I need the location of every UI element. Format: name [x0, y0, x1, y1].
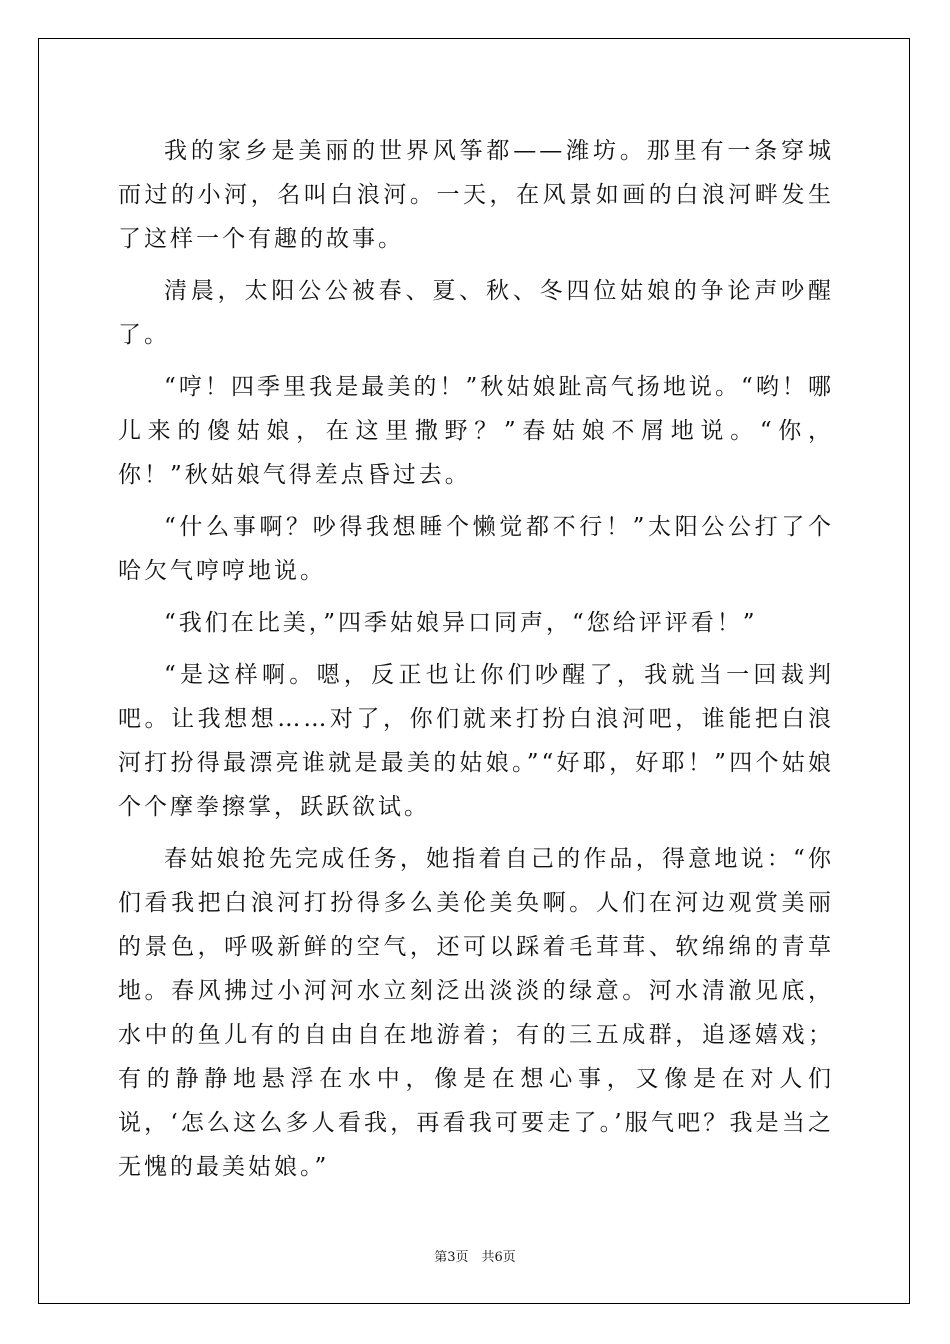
paragraph-intro: 我的家乡是美丽的世界风筝都——潍坊。那里有一条穿城而过的小河，名叫白浪河。一天，在风景如画的白浪河畔发生了这样一个有趣的故事。	[118, 138, 834, 252]
paragraph-judge: “是这样啊。嗯，反正也让你们吵醒了，我就当一回裁判吧。让我想想……对了，你们就来打扮白浪河吧，谁能把白浪河打扮得最漂亮谁就是最美的姑娘。”“好耶，好耶！”四个姑娘个个摩拳擦掌，跃跃欲试。	[118, 662, 834, 820]
paragraph-contest: “我们在比美，”四季姑娘异口同声，“您给评评看！”	[164, 610, 758, 636]
document-body	[118, 129, 834, 1197]
paragraph-morning: 清晨，太阳公公被春、夏、秋、冬四位姑娘的争论声吵醒了。	[118, 278, 834, 348]
paragraph-spring: 春姑娘抢先完成任务，她指着自己的作品，得意地说：“你们看我把白浪河打扮得多么美伦美奂啊。人们在河边观赏美丽的景色，呼吸新鲜的空气，还可以踩着毛茸茸、软绵绵的青草地。春风拂过小河河水立刻泛出淡淡的绿意。河水清澈见底，水中的鱼儿有的自由自在地游着；有的三五成群，追逐嬉戏；有的静静地悬浮在水中，像是在想心事，又像是在对人们说，‘怎么这么多人看我，再看我可要走了。’服气吧？我是当之无愧的最美姑娘。”	[118, 846, 834, 1180]
page-number-footer: 第3页 共6页	[434, 1250, 516, 1265]
paragraph-argument: “哼！四季里我是最美的！”秋姑娘趾高气扬地说。“哟！哪儿来的傻姑娘，在这里撒野？”春姑娘不屑地说。“你，你！”秋姑娘气得差点昏过去。	[118, 374, 834, 488]
paragraph-sun-wakes: “什么事啊？吵得我想睡个懒觉都不行！”太阳公公打了个哈欠气哼哼地说。	[118, 514, 834, 584]
